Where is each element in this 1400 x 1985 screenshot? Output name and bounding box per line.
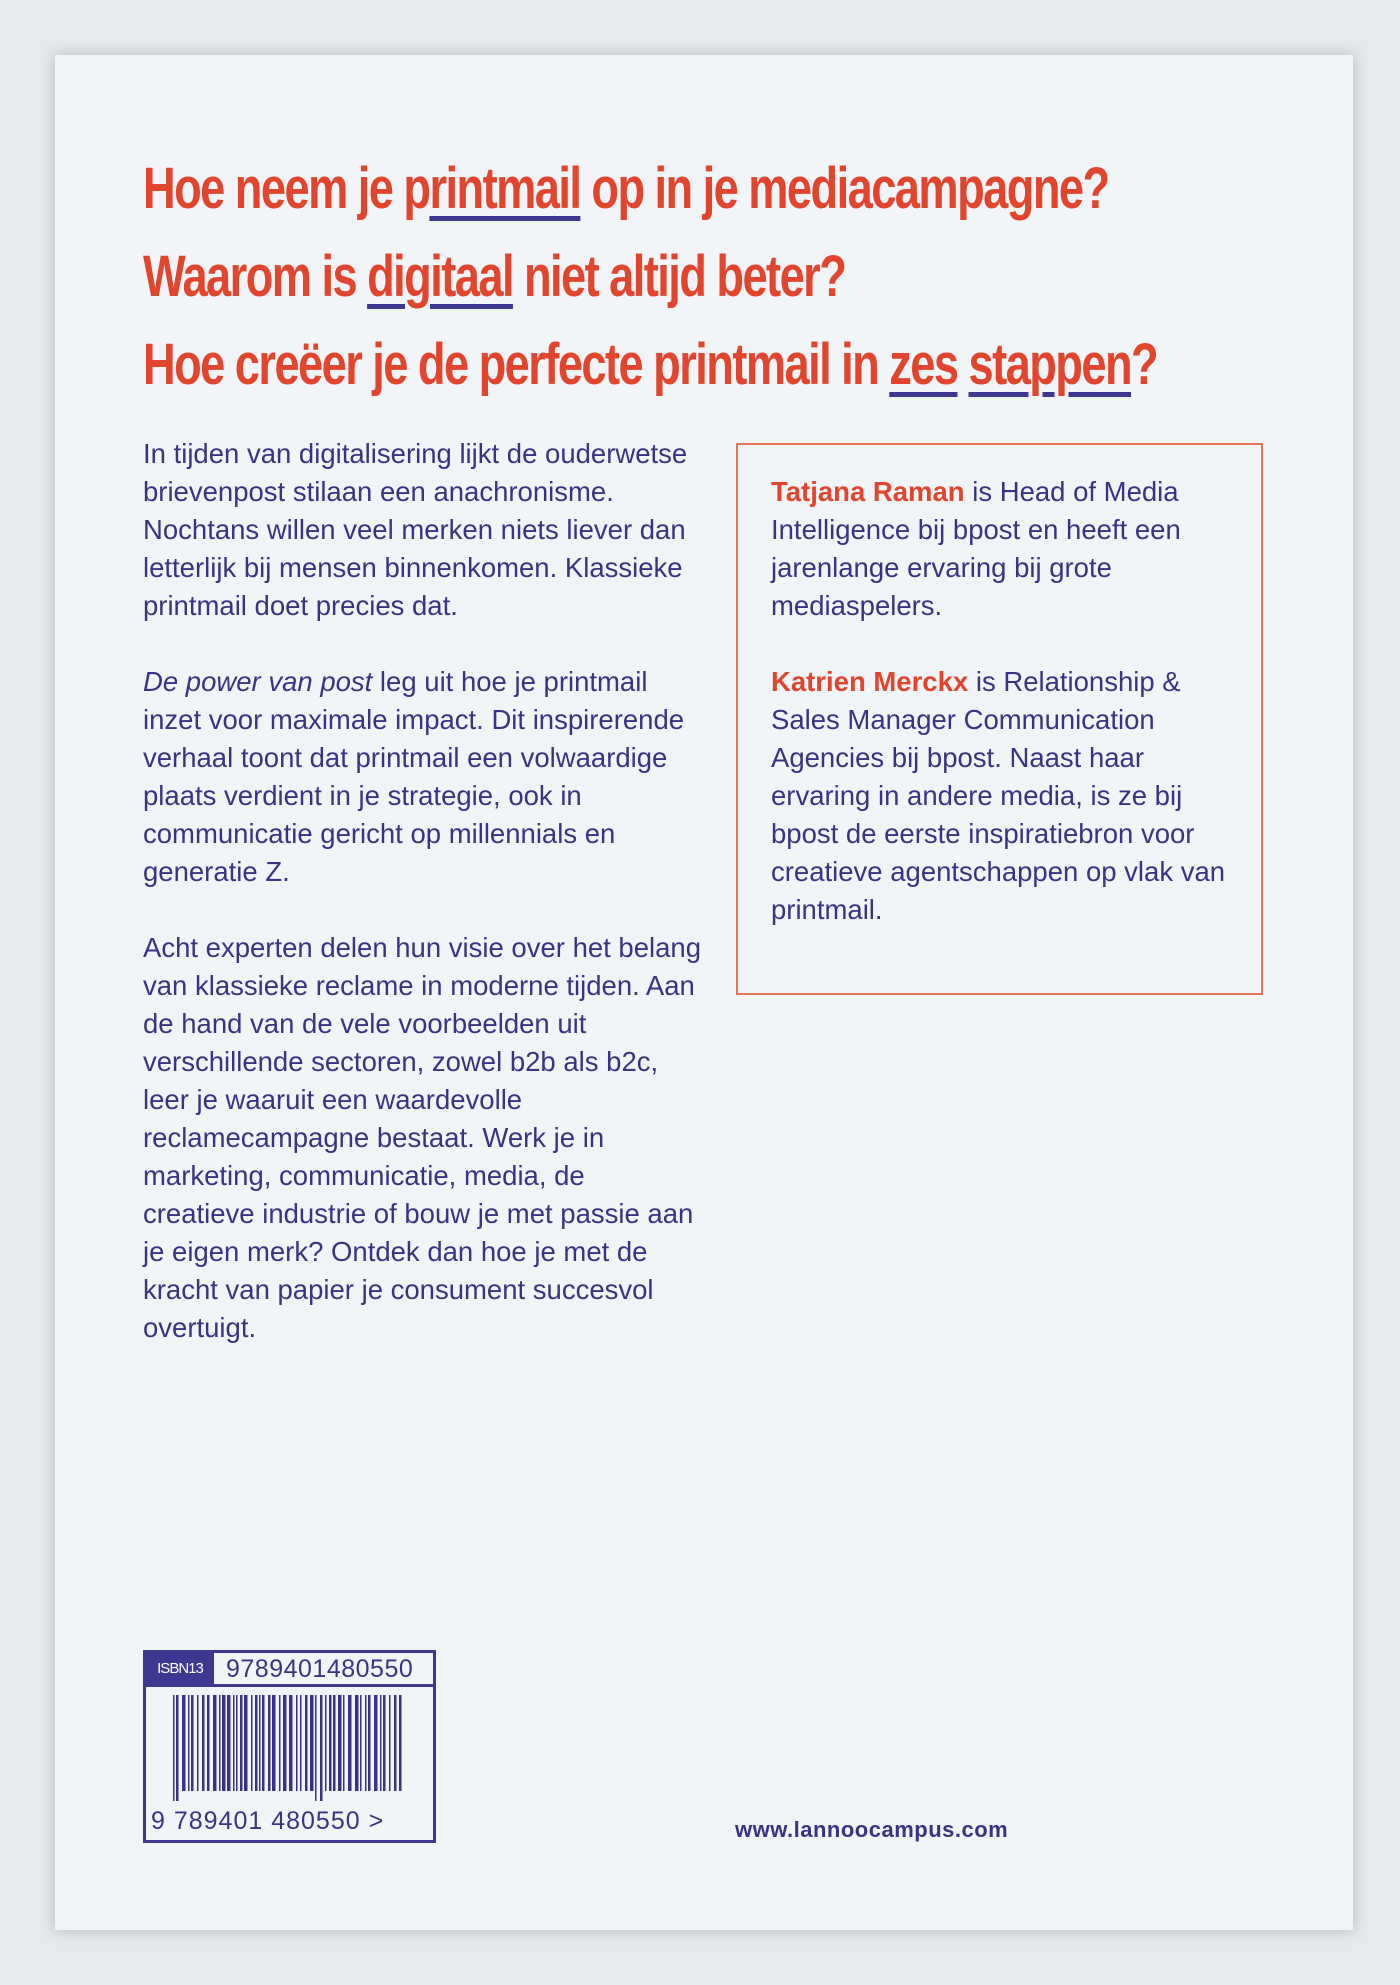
isbn-label: ISBN13 — [146, 1653, 214, 1684]
book-back-cover — [55, 55, 1353, 1930]
headline-line — [143, 233, 1063, 321]
headline-text: ? — [1131, 332, 1158, 397]
isbn-divider — [146, 1684, 433, 1687]
author-bio — [771, 473, 1231, 625]
headline-text: op in je mediacampagne? — [580, 156, 1109, 221]
author-name: Katrien Merckx — [771, 666, 969, 697]
description-paragraph-1: In tijden van digitalisering lijkt de ouderwetse brievenpost stilaan een anachronisme. Nochtans willen veel merken niets liever dan letterlijk bij mensen binnenkomen. Klassieke printmail doet precies dat. — [143, 438, 688, 621]
description-paragraph-2-text: leg uit hoe je printmail inzet voor maximale impact. Dit inspirerende verhaal toont dat printmail een volwaardige plaats verdient in je strategie, ook in communicatie gericht op millennials en generatie Z. — [143, 666, 685, 887]
barcode-icon — [173, 1695, 409, 1801]
author-name: Tatjana Raman — [771, 476, 965, 507]
headline-emphasis: stappen — [968, 332, 1132, 397]
isbn-digits: 9 789401 480550 > — [151, 1807, 385, 1835]
headline-emphasis: rintmail — [429, 156, 581, 221]
headline-text: Hoe neem je p — [143, 156, 430, 221]
author-bio-text: is Head of Media Intelligence bij bpost en heeft een jarenlange ervaring bij grote mediaspelers. — [771, 476, 1181, 621]
publisher-website: www.lannoocampus.com — [735, 1817, 1009, 1842]
headline-line — [143, 321, 1158, 409]
headline-line — [143, 145, 1109, 233]
isbn-number: 9789401480550 — [226, 1655, 414, 1683]
headline-text: Hoe creëer je de perfecte printmail in — [143, 332, 890, 397]
isbn-barcode-block — [143, 1650, 436, 1843]
headline-text: Waarom is — [143, 244, 368, 309]
author-bio — [771, 663, 1231, 929]
headline-emphasis: digitaal — [367, 244, 513, 309]
headline-text: niet altijd beter? — [512, 244, 846, 309]
description-paragraph-3: Acht experten delen hun visie over het belang van klassieke reclame in moderne tijden. Aan de hand van de vele voorbeelden uit verschillende sectoren, zowel b2b als b2c, leer je waaruit een waardevolle reclamecampagne bestaat. Werk je in marketing, communicatie, media, de creatieve industrie of bouw je met passie aan je eigen merk? Ontdek dan hoe je met de kracht van papier je consument succesvol overtuigt. — [143, 932, 702, 1343]
description-column — [143, 435, 703, 1385]
description-paragraph-2 — [143, 663, 703, 891]
author-bio-text: is Relationship & Sales Manager Communication Agencies bij bpost. Naast haar ervaring in andere media, is ze bij bpost de eerste inspiratiebron voor creatieve agentschappen op vlak van printmail. — [771, 666, 1226, 925]
headline-questions — [143, 145, 1323, 409]
author-bio-box — [736, 443, 1263, 995]
headline-text — [958, 332, 969, 397]
headline-emphasis: zes — [889, 332, 958, 397]
book-title: De power van post — [143, 666, 373, 697]
